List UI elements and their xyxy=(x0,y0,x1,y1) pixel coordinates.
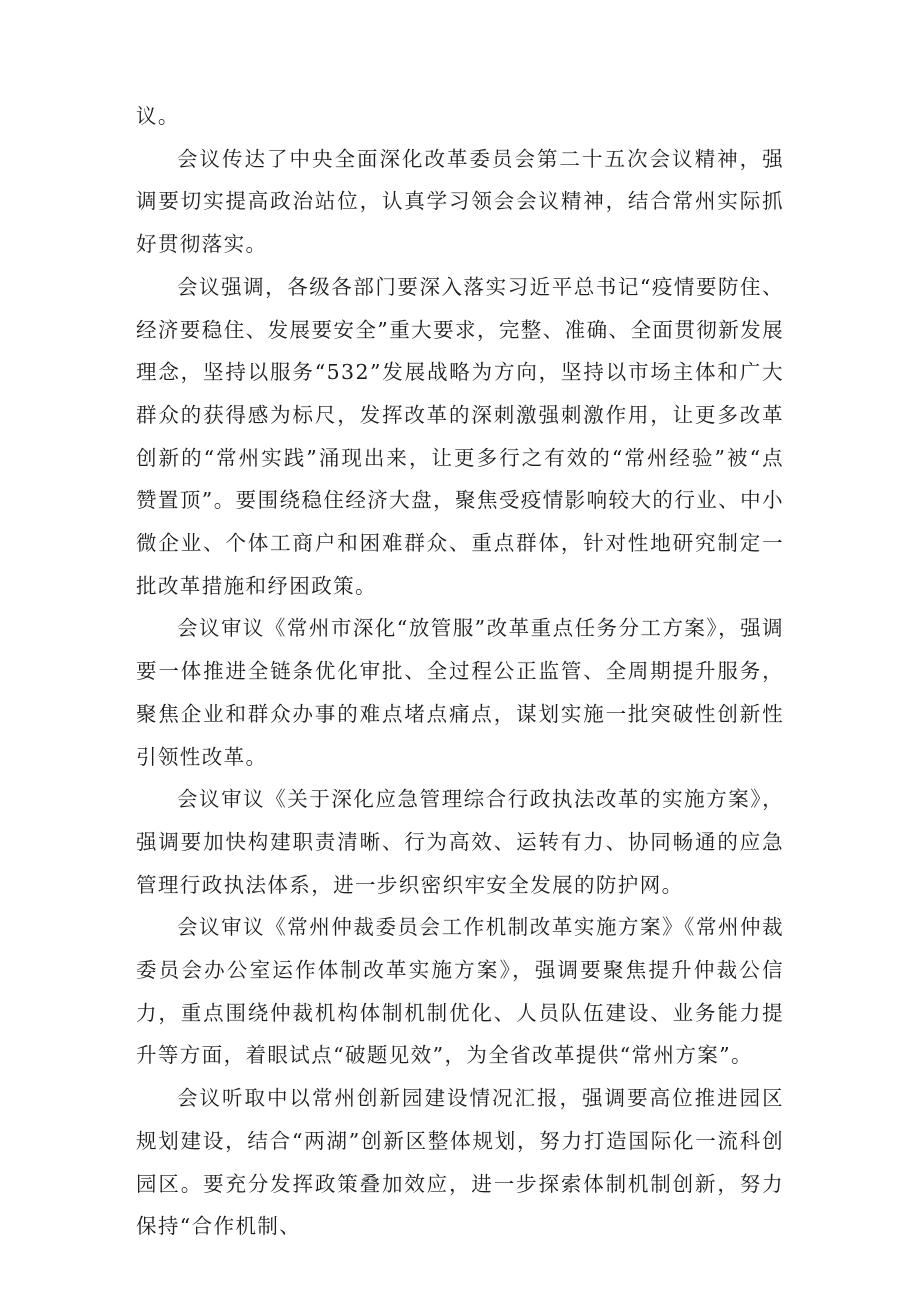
paragraph-continuation: 议。 xyxy=(136,104,180,128)
paragraph-reform-committee-spirit: 会议传达了中央全面深化改革委员会第二十五次会议精神，强调要切实提高政治站位，认真学习领会会议精神，结合常州实际抓好贯彻落实。 xyxy=(136,146,784,257)
document-body xyxy=(136,95,784,1248)
paragraph-emergency-enforcement-plan: 会议审议《关于深化应急管理综合行政执法改革的实施方案》，强调要加快构建职责清晰、行为高效、运转有力、协同畅通的应急管理行政执法体系，进一步织密织牢安全发展的防护网。 xyxy=(136,787,784,897)
paragraph-fangguanfu-plan: 会议审议《常州市深化“放管服”改革重点任务分工方案》，强调要一体推进全链条优化审批、全过程公正监管、全周期提升服务，聚焦企业和群众办事的难点堵点痛点，谋划实施一批突破性创新性引领性改革。 xyxy=(136,616,784,769)
paragraph-key-requirements: 会议强调，各级各部门要深入落实习近平总书记“疫情要防住、经济要稳住、发展要安全”重大要求，完整、准确、全面贯彻新发展理念，坚持以服务“532”发展战略为方向，坚持以市场主体和广大群众的获得感为标尺，发挥改革的深刺激强刺激作用，让更多改革创新的“常州实践”涌现出来，让更多行之有效的“常州经验”被“点赞置顶”。要围绕稳住经济大盘，聚焦受疫情影响较大的行业、中小微企业、个体工商户和困难群众、重点群体，针对性地研究制定一批改革措施和纾困政策。 xyxy=(136,274,784,598)
paragraph-innovation-park-report: 会议听取中以常州创新园建设情况汇报，强调要高位推进园区规划建设，结合“两湖”创新区整体规划，努力打造国际化一流科创园区。要充分发挥政策叠加效应，进一步探索体制机制创新，努力保持“合作机制、 xyxy=(136,1086,784,1239)
paragraph-arbitration-plans: 会议审议《常州仲裁委员会工作机制改革实施方案》《常州仲裁委员会办公室运作体制改革实施方案》，强调要聚焦提升仲裁公信力，重点围绕仲裁机构体制机制优化、人员队伍建设、业务能力提升等方面，着眼试点“破题见效”，为全省改革提供“常州方案”。 xyxy=(136,915,784,1068)
